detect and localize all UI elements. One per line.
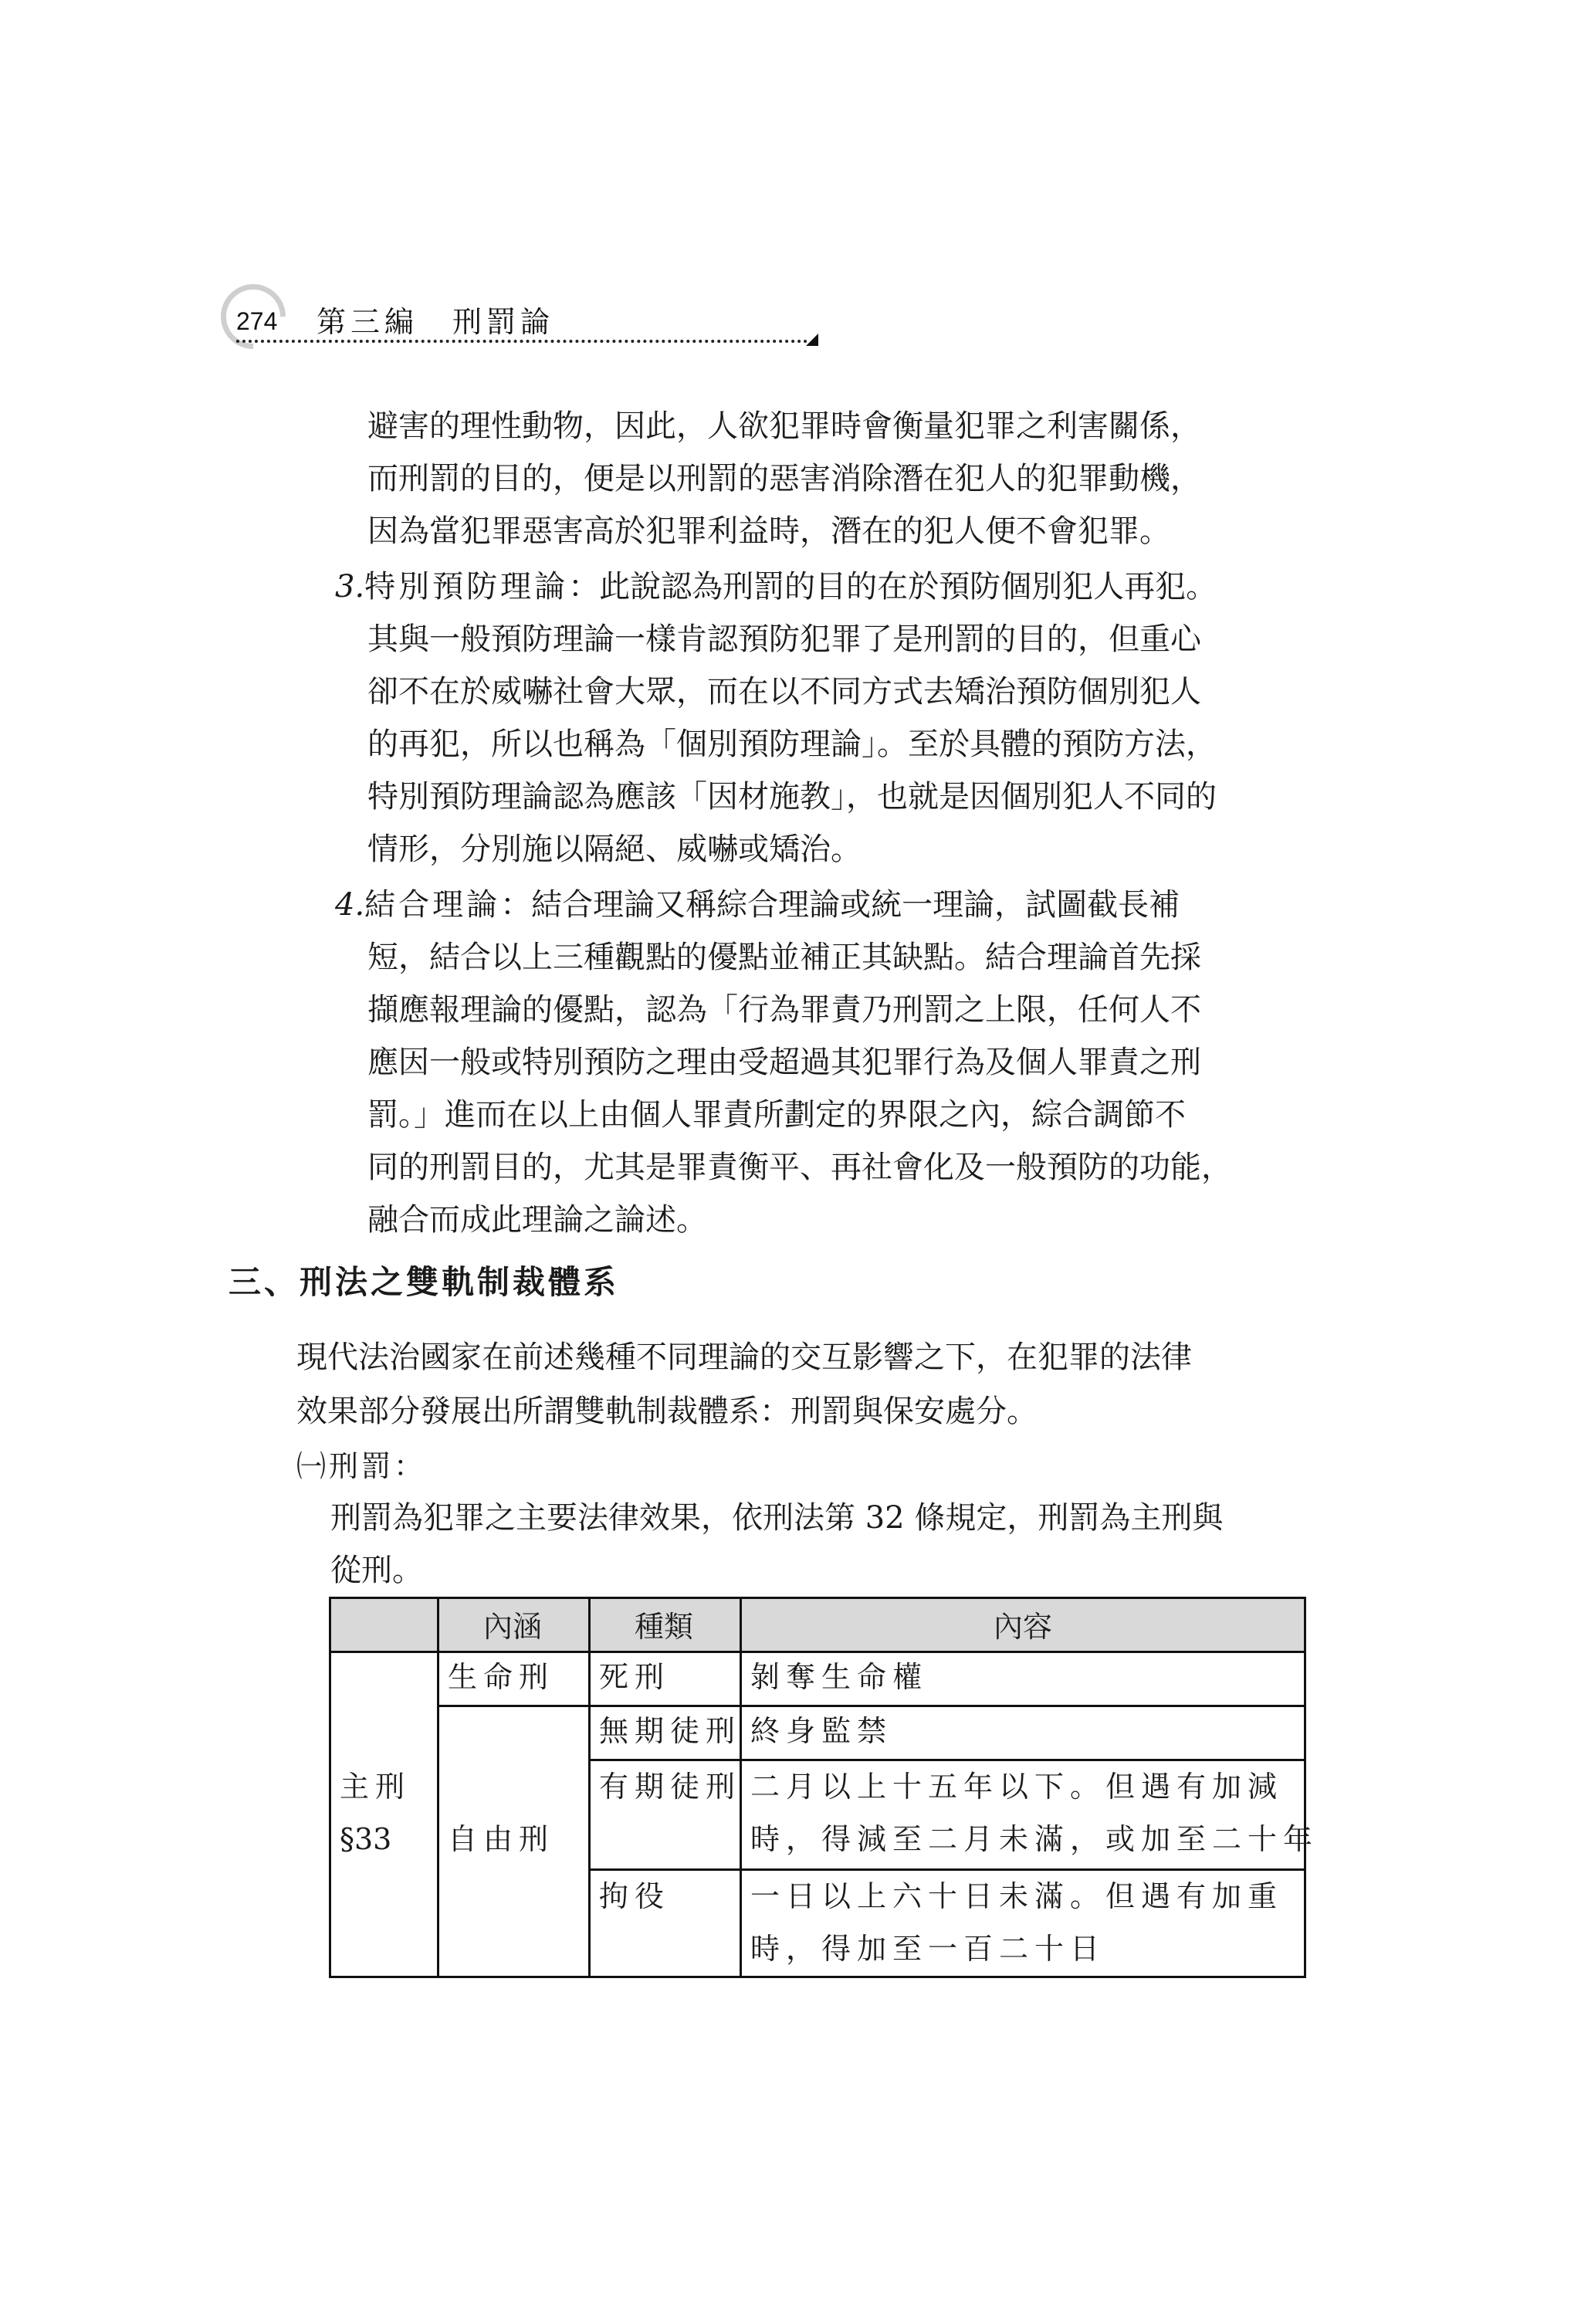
item-4-first-line-rest: ：結合理論又稱綜合理論或統一理論，試圖截長補 — [500, 887, 1180, 923]
item-4-line-7: 融合而成此理論之論述。 — [367, 1202, 707, 1238]
subsection-1-title: ㈠刑罰： — [296, 1449, 427, 1483]
table-row-4-kind: 拘役 — [599, 1879, 671, 1913]
table-col-1-border — [437, 1597, 439, 1978]
section-3-line-2: 效果部分發展出所謂雙軌制裁體系：刑罰與保安處分。 — [296, 1394, 1038, 1429]
item-4-line-4: 應因一般或特別預防之理由受超過其犯罪行為及個人罪責之刑 — [367, 1045, 1201, 1080]
table-left-border — [329, 1597, 331, 1978]
intro-line-1: 避害的理性動物，因此，人欲犯罪時會衡量犯罪之利害關係， — [367, 408, 1201, 444]
table-row-1-kind: 死刑 — [599, 1660, 671, 1694]
table-row-3-content-line-2: 時，得減至二月未滿，或加至二十年 — [750, 1822, 1319, 1856]
penalty-table — [329, 1597, 1319, 1978]
table-header-kind: 種類 — [588, 1597, 740, 1651]
header-dotted-rule — [236, 340, 807, 343]
section-3-line-1: 現代法治國家在前述幾種不同理論的交互影響之下，在犯罪的法律 — [296, 1340, 1192, 1375]
table-row-4-content-line-2: 時，得加至一百二十日 — [750, 1932, 1106, 1966]
header-corner-mark-icon — [806, 334, 818, 346]
item-4-term: 結合理論 — [364, 887, 501, 923]
page-header — [221, 284, 607, 361]
intro-line-2: 而刑罰的目的，便是以刑罰的惡害消除潛在犯人的犯罪動機， — [367, 461, 1201, 496]
table-header-nature: 內涵 — [437, 1597, 588, 1651]
intro-line-3: 因為當犯罪惡害高於犯罪利益時，潛在的犯人便不會犯罪。 — [367, 513, 1170, 549]
table-row-4-content-line-1: 一日以上六十日未滿。但遇有加重 — [750, 1879, 1284, 1913]
page-number: 274 — [236, 307, 278, 335]
table-header-blank — [329, 1597, 437, 1651]
item-4-line-3: 擷應報理論的優點，認為「行為罪責乃刑罰之上限，任何人不 — [367, 992, 1201, 1028]
item-3-term: 特別預防理論 — [364, 569, 569, 605]
table-group-label-main: 主刑 — [340, 1770, 411, 1804]
item-3-line-5: 特別預防理論認為應該「因材施教」，也就是因個別犯人不同的 — [367, 779, 1217, 815]
table-top-border — [329, 1597, 1306, 1599]
item-4-line-2: 短，結合以上三種觀點的優點並補正其缺點。結合理論首先採 — [367, 940, 1201, 975]
item-3-line-6: 情形，分別施以隔絕、威嚇或矯治。 — [367, 832, 862, 867]
item-3-first-line — [335, 561, 1217, 613]
item-4-line-5: 罰。」進而在以上由個人罪責所劃定的界限之內，綜合調節不 — [367, 1097, 1186, 1133]
table-row-3-nature: 自由刑 — [448, 1822, 555, 1856]
section-3-title: 三、刑法之雙軌制裁體系 — [229, 1263, 620, 1301]
table-row-1-content: 剝奪生命權 — [750, 1660, 929, 1694]
chapter-title: 第三編 刑罰論 — [317, 305, 555, 339]
table-col-2-border — [588, 1597, 591, 1978]
item-4-line-6: 同的刑罰目的，尤其是罪責衡平、再社會化及一般預防的功能， — [367, 1150, 1232, 1185]
item-4-number: 4. — [335, 887, 365, 923]
item-3-line-3: 卻不在於威嚇社會大眾，而在以不同方式去矯治預防個別犯人 — [367, 674, 1201, 710]
item-3-number: 3. — [335, 569, 365, 605]
table-row-3-kind: 有期徒刑 — [599, 1770, 742, 1804]
subsection-1-line-1: 刑罰為犯罪之主要法律效果，依刑法第 32 條規定，刑罰為主刑與 — [330, 1500, 1224, 1536]
subsection-1-line-2: 從刑。 — [330, 1553, 423, 1588]
table-row-1-nature: 生命刑 — [448, 1660, 555, 1694]
table-right-border — [1304, 1597, 1306, 1978]
table-row-3-content-line-1: 二月以上十五年以下。但遇有加減 — [750, 1770, 1284, 1804]
table-bottom-border — [329, 1976, 1306, 1978]
table-header-content: 內容 — [740, 1597, 1306, 1651]
item-3-line-2: 其與一般預防理論一樣肯認預防犯罪了是刑罰的目的，但重心 — [367, 622, 1201, 657]
table-row-2-content: 終身監禁 — [750, 1714, 893, 1748]
item-3-line-4: 的再犯，所以也稱為「個別預防理論」。至於具體的預防方法， — [367, 727, 1217, 762]
item-3-first-line-rest: ：此說認為刑罰的目的在於預防個別犯人再犯。 — [568, 569, 1217, 605]
table-row-2-kind: 無期徒刑 — [599, 1714, 742, 1748]
table-group-label-article: §33 — [340, 1822, 392, 1856]
item-4-first-line — [335, 879, 1180, 931]
